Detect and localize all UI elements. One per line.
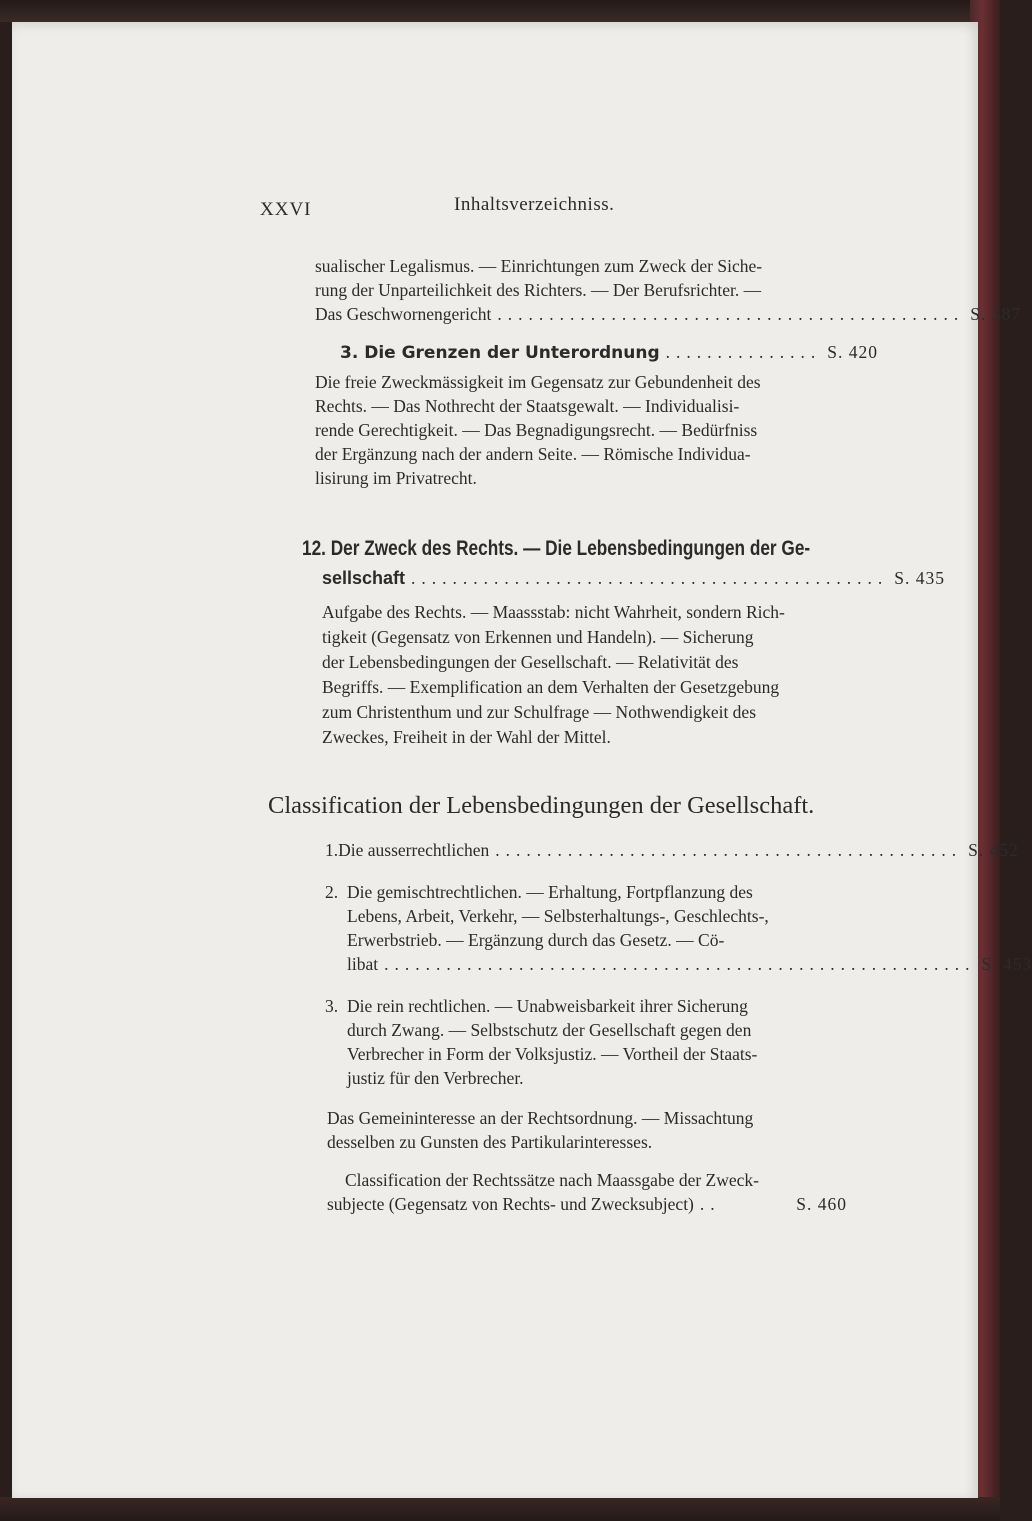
page-reference: S. 420 <box>827 342 879 362</box>
book-binding-top <box>0 0 1000 22</box>
entry-title: libat <box>347 954 379 974</box>
chapter-heading: 12. Der Zweck des Rechts. — Die Lebensbedingungen der Ge- <box>302 537 811 560</box>
text-line: tigkeit (Gegensatz von Erkennen und Handeln). — Sicherung <box>322 627 754 647</box>
text-line: rung der Unparteilichkeit des Richters. — Der Berufsrichter. — <box>315 280 762 300</box>
text-line: rende Gerechtigkeit. — Das Begnadigungsrecht. — Bedürfniss <box>315 420 758 440</box>
page-reference: S. 452 <box>968 840 1019 860</box>
toc-entry <box>325 838 1019 862</box>
leader-dots: ............... <box>665 342 822 362</box>
page-reference: S. 387 <box>970 304 1022 324</box>
running-title: Inhaltsverzeichniss. <box>454 194 615 215</box>
text-line: Erwerbstrieb. — Ergänzung durch das Gesetz. — Cö- <box>347 930 725 950</box>
page-reference: S. 460 <box>796 1194 847 1214</box>
leader-dots: .............................................. <box>411 568 889 588</box>
text-line: Aufgabe des Rechts. — Maassstab: nicht Wahrheit, sondern Rich- <box>322 602 785 622</box>
text-line: Die freie Zweckmässigkeit im Gegensatz zur Gebundenheit des <box>315 372 761 392</box>
text-line: Zweckes, Freiheit in der Wahl der Mittel. <box>322 727 611 747</box>
text-line: Rechts. — Das Nothrecht der Staatsgewalt. — Individualisi- <box>315 396 740 416</box>
text-line: zum Christenthum und zur Schulfrage — Nothwendigkeit des <box>322 702 757 722</box>
text-line: justiz für den Verbrecher. <box>347 1068 524 1088</box>
chapter-heading-entry <box>322 566 946 590</box>
page-reference: S. 435 <box>894 568 946 588</box>
text-line: Begriffs. — Exemplification an dem Verhalten der Gesetzgebung <box>322 677 780 697</box>
item-number: 1. <box>325 840 339 860</box>
text-line: der Lebensbedingungen der Gesellschaft. — Relativität des <box>322 652 739 672</box>
item-number: 2. <box>325 882 339 902</box>
leader-dots: ............................................. <box>495 840 963 860</box>
section-heading-entry <box>340 340 879 365</box>
text-line: Classification der Rechtssätze nach Maassgabe der Zweck- <box>345 1170 760 1190</box>
item-number: 3. <box>325 996 339 1016</box>
text-line: der Ergänzung nach der andern Seite. — Römische Individua- <box>315 444 751 464</box>
leader-dots: ......................................................... <box>384 954 976 974</box>
leader-dots: ............................................. <box>497 304 965 324</box>
toc-entry <box>327 1192 847 1216</box>
section-heading: 3. Die Grenzen der Unterordnung <box>340 343 660 363</box>
text-line: Die rein rechtlichen. — Unabweisbarkeit ihrer Sicherung <box>347 996 748 1016</box>
text-line: desselben zu Gunsten des Partikularinteresses. <box>327 1132 653 1152</box>
page-number: XXVI <box>260 199 312 220</box>
text-line: Lebens, Arbeit, Verkehr, — Selbsterhaltungs-, Geschlechts-, <box>347 906 769 926</box>
leader-dots: .. <box>699 1194 721 1214</box>
text-line: Verbrecher in Form der Volksjustiz. — Vortheil der Staats- <box>347 1044 758 1064</box>
text-line: sualischer Legalismus. — Einrichtungen zum Zweck der Siche- <box>315 256 763 276</box>
toc-entry <box>347 952 1032 976</box>
entry-title: subjecte (Gegensatz von Rechts- und Zwecksubject) <box>327 1194 694 1214</box>
text-line: durch Zwang. — Selbstschutz der Gesellschaft gegen den <box>347 1020 752 1040</box>
book-page <box>12 22 1032 1498</box>
text-line: Das Gemeininteresse an der Rechtsordnung. — Missachtung <box>327 1108 754 1128</box>
text-line: Die gemischtrechtlichen. — Erhaltung, Fortpflanzung des <box>347 882 753 902</box>
entry-title: Die ausserrechtlichen <box>338 840 490 860</box>
entry-title: Das Geschwornengericht <box>315 304 492 324</box>
toc-entry <box>315 302 1022 326</box>
classification-heading: Classification der Lebensbedingungen der Gesellschaft. <box>268 792 815 819</box>
page-reference: S. 453 <box>981 954 1032 974</box>
text-line: lisirung im Privatrecht. <box>315 468 477 488</box>
chapter-heading-continued: sellschaft <box>322 568 406 588</box>
book-binding-bottom <box>0 1497 1000 1521</box>
